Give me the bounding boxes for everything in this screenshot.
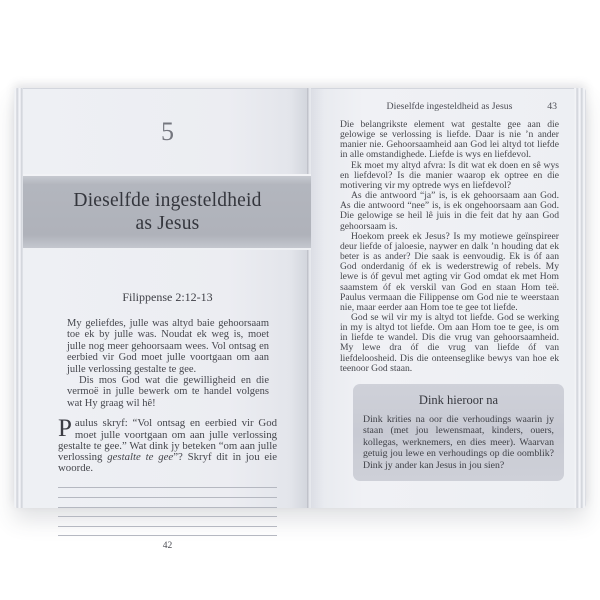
reflection-box-text: Dink krities na oor die verhoudings waarin jy staan (met jou lewensmaat, kinders, ouers, kollegas, werknemers, en dies meer). Waarvan getuig jou lewe en verhoudings op die oomblik? Dink jy ander kan Jesus in jou sien? <box>363 413 554 471</box>
writing-line <box>58 479 277 489</box>
chapter-title-line-2: as Jesus <box>135 213 200 234</box>
writing-line <box>58 527 277 537</box>
chapter-title-line-1: Dieselfde ingesteldheid <box>73 189 262 211</box>
commentary-text-tail: ”? Skryf dit in jou eie woorde. <box>58 451 277 475</box>
commentary-italic-phrase: gestalte te gee <box>107 451 174 464</box>
writing-line <box>58 508 277 518</box>
right-page <box>311 88 574 508</box>
writing-line <box>58 517 277 527</box>
right-page-number: 43 <box>547 101 557 112</box>
drop-cap: P <box>58 415 72 443</box>
body-paragraph: As die antwoord “ja” is, is ek gehoorsaam aan God. As die antwoord “nee” is, is ek ongehoorsaam aan God. Die gelowige se heil lê juis in die feit dat hy aan God gehoorsaam is. <box>340 190 559 232</box>
writing-line <box>58 498 277 508</box>
chapter-number: 5 <box>161 117 174 146</box>
page-edges-left <box>14 88 23 508</box>
left-page <box>23 88 307 552</box>
body-paragraph: Die belangrikste element wat gestalte gee aan die gelowige se verlossing is liefde. Daar is nie ’n ander manier nie. Gehoorsaamheid aan God lei altyd tot liefde in alle omstandighede. Liefde is wys en liefdevol. <box>340 119 559 161</box>
scripture-paragraph: Dis mos God wat die gewilligheid en die vermoë in julle bewerk om te handel volgens wat Hy graag wil hê! <box>67 375 269 409</box>
writing-line <box>58 488 277 498</box>
commentary-text: aulus skryf: “Vol ontsag en eerbied vir God moet julle voortgaan om aan julle verlossing gestalte te gee.” Wat dink jy beteken “om aan julle verlossing <box>58 417 277 464</box>
chapter-title-banner <box>23 174 312 250</box>
open-book <box>14 88 586 552</box>
running-header <box>340 101 559 112</box>
left-page-number: 42 <box>162 541 173 552</box>
scripture-reference: Filippense 2:12-13 <box>122 290 213 304</box>
commentary-paragraph <box>58 415 277 475</box>
body-paragraph: God se wil vir my is altyd tot liefde. God se werking in my is altyd tot liefde. Om aan Hom toe te gee, is om in liefde te wandel. Dis die vrug van gehoorsaamheid. My lewe dra óf die vrug van liefde óf van liefdeloosheid. Dis die onteenseglike bewys van hoe ek teenoor God staan. <box>340 311 559 374</box>
scripture-quote <box>67 318 269 409</box>
reflection-box-title: Dink hieroor na <box>418 392 499 407</box>
writing-lines <box>58 479 277 537</box>
scripture-paragraph: My geliefdes, julle was altyd baie gehoorsaam toe ek by julle was. Noudat ek weg is, moet julle nog meer gehoorsaam wees. Vol ontsag en eerbied vir God moet julle voortgaan om aan julle verlossing gestalte te gee. <box>67 318 269 375</box>
body-paragraph: Ek moet my altyd afvra: Is dit wat ek doen en sê wys en liefdevol? Is die manier waarop ek optree en die motivering vir my optrede wys en liefdevol? <box>340 159 559 191</box>
page-edges-right <box>574 88 586 508</box>
body-text <box>340 120 559 374</box>
reflection-box <box>353 384 564 481</box>
running-header-title: Dieselfde ingesteldheid as Jesus <box>386 101 513 112</box>
body-paragraph: Hoekom preek ek Jesus? Is my motiewe geïnspireer deur liefde of jaloesie, naywer en dalk ’n houding dat ek beter is as ander? Die saak is eenvoudig. Ek is óf aan God onderdanig óf ek is wederstrewig of rebels. My lewe is óf gevul met agting vir God omdat ek met Hom saamstem óf ek verskil van God en staan Hom teë. Paulus vermaan die Filippense om God nie te weerstaan nie, maar eerder aan Hom toe te gee tot liefde. <box>340 230 559 313</box>
